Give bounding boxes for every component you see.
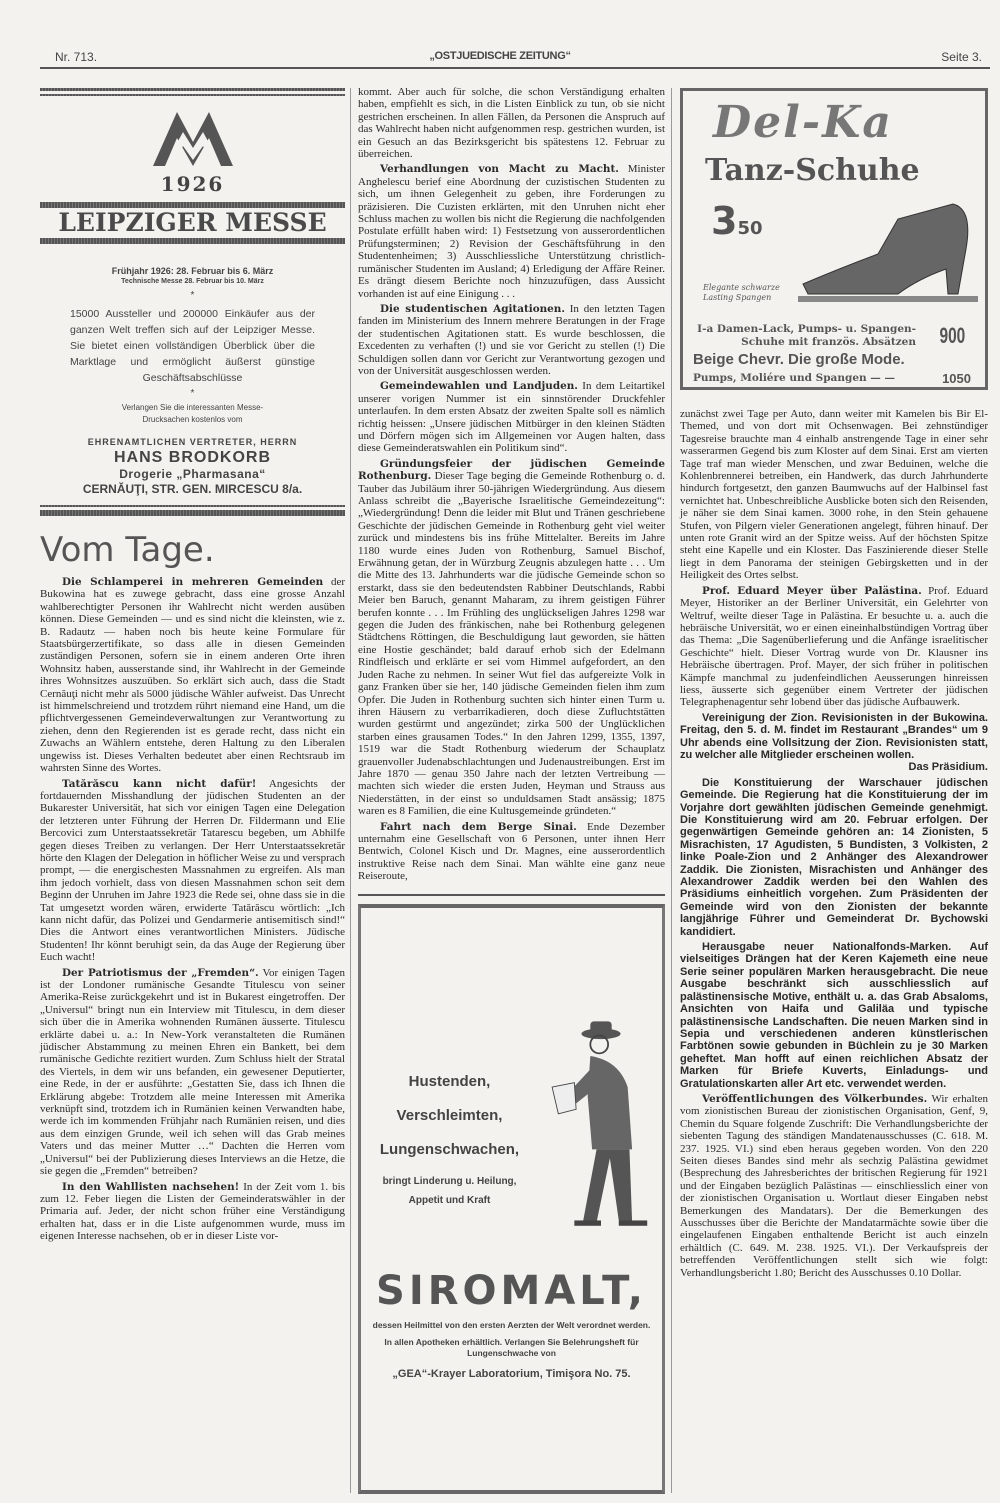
messe-dates: Frühjahr 1926: 28. Februar bis 6. März <box>111 266 274 276</box>
article-text: In der Zeit vom 1. bis zum 12. Feber liegen die Listen der Gemeinderatswähler in der Primaria auf. Jeder, der nicht schon früher eine Verständigung erhalten hat, dass er in die Liste aufgenommen wurde, muss im eigenen Interesse nachsehen, ob er in dieser Liste vor- <box>40 1180 345 1243</box>
article-signature: Das Präsidium. <box>908 761 988 774</box>
separator-star: * <box>190 290 195 301</box>
messe-title: LEIPZIGER MESSE <box>58 208 327 237</box>
messe-representative: EHRENAMTLICHEN VERTRETER, HERRN <box>87 437 298 447</box>
ad-line: In allen Apotheken erhältlich. Verlangen Sie Belehrungsheft für Lungenschwache von <box>384 1337 639 1359</box>
right-column-wrap <box>680 88 988 1282</box>
article-continuation <box>358 86 665 160</box>
price-pumps: 900 <box>939 323 966 348</box>
article <box>680 1093 988 1279</box>
ad-line: Appetit und Kraft <box>408 1195 491 1207</box>
article-text: Prof. Eduard Meyer, Historiker an der Berliner Universität, ein Gelehrter von Weltruf, weilte dieser Tage in Palästina. Er besuchte u. a. auch die hebräische Universität, wo er einen eineinhalbstündigen Vortrag über das Thema: „Die Sagenüberlieferung und die Anfänge israelitischer Geschichte“ hielt. Dieser Vortrag wurde von Dr. Klausner ins Hebräische übertragen. Prof. Mayer, der sich früher in politischen Kämpfe manchmal zu judenfeindlichen Aeusserungen hinreissen liess, äusserte sich gegenüber einem Vertreter der jüdischen Telegraphenagentur sehr lobend über das jüdische Aufbauwerk. <box>680 584 988 709</box>
article-heading: Veröffentlichungen des Völkerbundes. <box>702 1092 928 1105</box>
left-column-wrap <box>40 88 345 1246</box>
messe-address: CERNĂUŢI, STR. GEN. MIRCESCU 8/a. <box>82 482 303 496</box>
article <box>358 821 665 883</box>
del-ka-product: Tanz-Schuhe <box>705 153 920 188</box>
middle-column-wrap <box>358 86 665 1494</box>
del-ka-brand: Del-Ka <box>713 97 893 148</box>
article-text: Vor einigen Tagen ist der Londoner rumänische Gesandte Titulescu von seiner Amerika-Reise zurückgekehrt und ist in Bukarest eingetroffen. Der „Universul“ bringt nun ein Interview mit Titulescu, in dem dieser sich über die in Amerika wohnenden Rumänen äusserte. Titulescu erklärte dabei u. a.: In New-York veranstalteten die Rumänen jüdischer Abstammung zu meinen Ehren ein Bankett, bei dem rumänische Gedichte rezitiert wurden. Zum Schluss hielt der Stratal des Viertels, in dem wir uns befanden, ein gewesener Deputierter, eine Rede, in der er ausführte: „Gestatten Sie, dass ich Ihnen die Erklärung abgebe: Trotzdem alle meine Interessen mit Amerika verknüpft sind, trotzdem ich in Rumänien keinen Verwandten habe, werde ich im kommenden Frühjahr nach Rumänien reisen, und dies aus dem einzigen Grunde, weil ich sehen will das Grab meines Vaters und das meiner Mutter …“ Dachten die Herren vom „Universul“ bei der Publizierung dieses Interviews an die Hetze, die sie gegen die „Fremden“ betreiben? <box>40 966 345 1178</box>
del-ka-shoe-ad <box>680 88 988 390</box>
article-text: Die Regierung hat die Konstituierung der im Vorjahre dort gewählten jüdischen Gemeinde genehmigt. Die Konstituierung wird am 20. Februar erfolgen. Der gegenwärtigen Gemeinde gehören an: 14 Zionisten, 5 Misrachisten, 17 Agudisten, 5 Bundisten, 3 Volkisten, 2 linke Poale-Zion und 2 Anhänger des Alexandrower Zaddik. Die Zionisten, Misrachisten und Anhänger des Alexandrower Zaddik werden bei den Wahlen des Präsidiums einheitlich vorgehen. Zum Präsidenten der Gemeinde wird von den Zionisten der bekannte langjährige Führer und Gemeinderat Dr. Bychowski kandidiert. <box>680 789 988 938</box>
price-sub: 50 <box>737 218 763 239</box>
article-text: In dem Leitartikel unserer vorigen Nummer ist ein sinnstörender Druckfehler unterlaufen. In dem ersten Absatz der zweiten Spalte soll es nämlich richtig heissen: „Unsere jüdischen Mitbürger in den kleinen Städten und Dörfern mögen sich im Allgemeinen vor Augen halten, dass diese Gemeinderatswahlen ein Politikum sind“. <box>358 380 665 455</box>
middle-column <box>358 86 665 886</box>
shoe-caption: Elegante schwarze Lasting Spangen <box>703 283 780 302</box>
article-text: Dieser Tage beging die Gemeinde Rothenburg o. d. Tauber das Jubiläum ihrer 50-jährigen Wiedergründung. Aus diesem Anlass schreibt die „Bayerische Israelitische Gemeindezeitung“: „Wiedergründung! Denn die leider mit Blut und Tränen geschriebene Geschichte der jüdischen Gemeinde in Rothenburg geht viel weiter zurück und mindestens bis ins frühe Mittelalter. Bereits im Jahre 1180 wurde eines Juden von Rothenburg, Samuel Bischof, Erwähnung getan, der in Würzburg Zeugnis abzulegen hatte . . . Um die Mitte des 13. Jahrhunderts war die jüdische Gemeinde schon so erstarkt, dass sie den bedeutendsten Rabbiner Deutschlands, Rabbi Meier ben Baruch, genannt Maharam, zu ihrem geistigen Führer berufen konnte . . . Im Frühling des unglückseligen Jahres 1298 war gegen die Juden des fränkischen, nahe bei Rothenburg gelegenen Städtchens Röttingen, die Beschuldigung laut geworden, sie hätten eine Hostie geschändet; bald darauf erhob sich der Edelmann Rindfleisch und erklärte er sei vom Himmel aufgefordert, an den Juden Rache zu nehmen. In seiner Wut fiel das aufgereizte Volk in ganz Franken über sie her, 140 jüdische Gemeinden fielen ihm zum Opfer. Die Juden in Rothenburg suchten sich hinter einen Turm u. ihren Häusern zu verbarrikadieren, doch diese Zufluchtstätten wurden gestürmt und angezündet; zirka 500 der Unglücklichen starben eines grausamen Todes.“ In den Jahren 1299, 1355, 1397, 1519 war die Stadt Rothenburg wiederum der Schauplatz grauenvoller Judenabschlachtungen und Judenaustreibungen. Erst im Jahre 1870 — genau 350 Jahre nach der letzten Vertreibung — machten sich wieder die ersten Juden, Heyman und Strauss aus Niederstätten, in der einst so unduldsamen Stadt ansässig; 1875 waren es 8 Familien, die eine Kultusgemeinde gründeten.“ <box>358 470 665 818</box>
column-rule <box>671 88 672 1493</box>
article <box>680 712 988 774</box>
article <box>358 303 665 377</box>
right-column <box>680 408 988 1282</box>
article-heading: Vereinigung der Zion. Revisionisten in der Bukowina. <box>702 711 988 724</box>
siromalt-brand: SIROMALT, <box>376 1268 647 1315</box>
messe-request: Verlangen Sie die interessanten Messe-Drucksachen kostenlos vom <box>121 403 264 424</box>
article-heading: Tatărăscu kann nicht dafür! <box>62 777 257 790</box>
article-text: Freitag, den 5. d. M. findet im Restaurant „Brandes“ um 9 Uhr abends eine Vollsitzung der Zion. Revisionisten statt, zu welcher alle Mitglieder erscheinen wollen. <box>680 724 988 761</box>
issue-number: Nr. 713. <box>55 50 98 64</box>
coughing-man-illustration-icon <box>546 1016 656 1256</box>
leipziger-messe-ad <box>40 88 345 516</box>
messe-mm-logo-icon <box>153 108 233 168</box>
article-text: kommt. Aber auch für solche, die schon Verständigung erhalten haben, empfiehlt es sich, in die Listen Einblick zu tun, ob sie nicht gestrichen erscheinen. In allen Fällen, da Personen die Anspruch auf das Wahlrecht haben nicht aufgenommen resp. gestrichen wurden, ist ein Gesuch an das Bezirksgericht bis spätestens 12. Februar zu überreichen. <box>358 86 665 161</box>
ad-line: Lungenschwachen, <box>379 1141 520 1159</box>
article-text: zunächst zwei Tage per Auto, dann weiter mit Kamelen bis Bir El-Themed, und von dort mit Ochsenwagen. Bei zehnstündiger Tagesreise brauchte man 4 einhalb anstrengende Tage in einer sehr wasserarmen Gegend bis zum Kloster auf dem Sinai. Erst am vierten Tage traf man wieder Menschen, und zwar Beduinen, welche die Kohlenbrennerei betreiben, ein Handwerk, das durch Jahrhunderte hindurch fortgesetzt, den ganzen Baumwuchs auf der Halbinsel fast vernichtet hat. Unbeschreibliche Ausblicke boten sich den Reisenden, je näher sie dem Sinai kamen. 3000 rohe, in den Stein gehauene Stufen, von Pilgern vieler Generationen angelegt, führen hinauf. Der unten rote Granit wird an der Spitze weiss. Auf der höchsten Spitze steht eine Kapelle und ein Kloster. Das Faszinierende dieser Stelle liegt in dem Panorama der steinigen Gebirgsketten und in der Heiligkeit des Ortes selbst. <box>680 408 988 582</box>
ad-line: I-a Damen-Lack, Pumps- u. Spangen-Schuhe mit französ. Absätzen <box>697 323 916 348</box>
ad-separator-rule <box>358 894 665 896</box>
ad-line: dessen Heilmittel von den ersten Aerzten der Welt verordnet werden. <box>372 1320 651 1331</box>
article-heading: Die Konstituierung der Warschauer jüdischen Gemeinde. <box>680 776 988 802</box>
article-heading: Verhandlungen von Macht zu Macht. <box>380 163 619 176</box>
article-heading: Fahrt nach dem Berge Sinai. <box>380 820 577 833</box>
price-main: 3 <box>711 199 738 243</box>
article <box>358 380 665 454</box>
messe-year: 1926 <box>160 172 225 196</box>
messe-rep-name: HANS BRODKORB <box>114 449 271 466</box>
messe-technical-dates: Technische Messe 28. Februar bis 10. März <box>121 278 264 285</box>
newspaper-title: „OSTJUEDISCHE ZEITUNG“ <box>429 50 571 62</box>
column-rule <box>350 88 351 1493</box>
article-text: Ende Dezember unternahm eine Gesellschaft von 6 Personen, unter ihnen Herr Bentwich, Colonel Kisch und Dr. Magnes, eine ausserordentlich instruktive Reise nach dem Sinai. Man wählte eine ganz neue Reiseroute, <box>358 820 665 883</box>
article-text: Angesichts der fortdauernden Misshandlung der jüdischen Studenten an der Bukarester Universität, hat sich vor einigen Tagen eine Delegation der letzteren unter Führung der Herren Dr. Fildermann und Elie Bercovici zum Unterstaatssekretär Tatarescu begeben, um Abhilfe gegen dieses Treiben zu verlangen. Der Herr Unterstaatssekretär hörte den Klagen der Delegation in höflicher Weise zu und versprach prompt, — die energischesten Massnahmen zu ergreifen. Als man ihm jedoch vorhielt, dass von diesen Massnahmen schon seit dem Beginn der Unruhen im Jahre 1923 die Rede sei, ohne dass sie in die Tat umgesetzt worden wären, erwiderte Tatărăscu wörtlich: „Ich kann nicht dafür, das Polizei und Gendarmerie antisemitisch sind!“ Dies die Antwort eines verantwortlichen Ministers. Jüdische Studenten! Ihr könnt beruhigt sein, da das Auge der Regierung über Euch wacht! <box>40 777 346 964</box>
article-heading: Die Schlamperei in mehreren Gemeinden <box>62 576 324 588</box>
ad-line: Pumps, Moliére und Spangen — — <box>693 372 895 384</box>
article-text: Minister Anghelescu berief eine Abordnung der cuzistischen Studenten zu sich, um ihnen Gelegenheit zu geben, ihre Forderungen zu präzisieren. Die Cuzisten erklärten, mit den Unruhen nicht eher Schluss machen zu wollen bis nicht die Regierung die nachfolgenden Postulate erfüllt haben wird: 1) Festsetzung von ausserordentlichen Prüfungsterminen; 2) Revision der Geschäftsführung in den Studentenheimen; 3) Ausschliessliche Unterstützung christlich-rumänischer Studenten im Ausland; 4) Erledigung der Affäre Reiner. Es drängt diesem Berichte noch hinzuzufügen, dass Aussicht vorhanden ist auf eine Einigung . . . <box>358 163 666 300</box>
article-heading: Gemeindewahlen und Landjuden. <box>380 380 578 393</box>
article-text: In den letzten Tagen fanden im Ministerium des Innern mehrere Beratungen in der Frage der studentischen Agitationen statt. Es wurde beschlossen, die Excedenten zu verhaften (!) und sie vor Gericht zu stellen (!) Die Schuldigen sollen dann vor Gericht zur Verantwortung gezogen und von der Universität ausgeschlossen werden. <box>358 302 665 377</box>
article-text: der Bukowina hat es zuwege gebracht, dass eine grosse Anzahl wahlberechtigter Personen ihr Wahlrecht nicht werden ausüben können. Diese Gemeinden — und es sind nicht die kleinsten, wie z. B. Radautz — haben noch bis heute keine Formulare für Staatsbürgerzertifikate, so dass alle in diesen Gemeinden zuständigen Personen, sofern sie in einem anderen Orte ihren Wohnsitz haben, ausserstande sind, ihr Wahlrecht in der Gemeinde ihres Wohnsitzes auszuüben. So erklärt sich auch, dass die Stadt Cernăuţi nicht mehr als 5000 jüdische Wähler aufweist. Das Unrecht ist himmelschreiend und trotzdem rührt niemand eine Hand, um die pflichtvergessenen Gemeindeverwaltungen zur Verantwortung zu ziehen, denn den Regierenden ist es gerade recht, dass nicht ein Zuwachs an Wählern entstehe, deren Haltung zu den Liberalen ungewiss ist. Dieses Verhalten bedeutet aber einen Rechtsraub im wahrsten Sinne des Wortes. <box>40 576 346 775</box>
article-heading: Prof. Eduard Meyer über Palästina. <box>702 584 922 597</box>
article <box>358 458 665 818</box>
messe-shop: Drogerie „Pharmasana“ <box>119 467 266 481</box>
price-beige: 1050 <box>942 371 971 386</box>
ad-line: Beige Chevr. Die große Mode. <box>693 351 905 368</box>
messe-body: 15000 Aussteller und 200000 Einkäufer aus der ganzen Welt treffen sich auf der Leipziger Messe. Sie bietet einen vollständigen Überblick über die Marktlage und ermöglicht äußerst günstige Geschäftsabschlüsse <box>70 308 315 384</box>
article-heading: Die studentischen Agitationen. <box>380 302 565 315</box>
siromalt-ad <box>358 904 665 1494</box>
article <box>40 576 345 775</box>
article <box>680 585 988 709</box>
separator-star: * <box>190 388 195 399</box>
shoe-illustration-icon <box>798 199 978 309</box>
section-title: Vom Tage. <box>40 530 215 570</box>
ad-line: „GEA“-Krayer Laboratorium, Timişora No. 75. <box>392 1368 631 1381</box>
header-rule <box>40 67 990 69</box>
article-heading: Der Patriotismus der „Fremden“. <box>62 966 259 979</box>
article-text: Wir erhalten vom zionistischen Bureau der zionistischen Organisation, Genf, 9, Chemin du Square folgende Zuschrift: Die Verhandlungsberichte der siebenten Tagung des ständigen Mandatenausschusses (C. 618. M. 237. 1925. VI.) sind eben heraus gegeben worden. Von den 220 Seiten dieses Bandes sind mehr als sechzig Palästina gewidmet (Besprechung des Jahresberichtes der britischen Regierung für 1921 und der Eingaben bezüglich Palästinas — einschliesslich einer von der zionistischen Organisation u. Wortlaut dieser Eingaben nebst Bemerkungen des Mandatars). Der die Bemerkungen des Ausschusses über die Berichte der Mandatarmächte sowie über die eingelaufenen Eingaben enthaltende Bericht ist auch einzeln erhältlich (C. 649. M. 238. 1925. VI.). Der Verkaufspreis der betreffenden Veröffentlichungen stellt sich wie folgt: Verhandlungsbericht 1.80; Bericht des Ausschusses 0.10 Dollar. <box>680 1092 988 1279</box>
page-number: Seite 3. <box>941 50 982 64</box>
article <box>40 778 345 964</box>
article-heading: Gründungsfeier der jüdischen Gemeinde Rothenburg. <box>358 457 665 483</box>
article <box>680 941 988 1090</box>
article-heading: In den Wahllisten nachsehen! <box>62 1180 240 1193</box>
article-continuation <box>680 408 988 582</box>
ad-line: Verschleimten, <box>396 1107 503 1125</box>
article <box>40 1181 345 1243</box>
article <box>680 777 988 938</box>
article-heading: Herausgabe neuer Nationalfonds-Marken. <box>702 941 952 954</box>
left-column <box>40 576 345 1246</box>
ad-line: Hustenden, <box>408 1073 491 1091</box>
article <box>40 967 345 1178</box>
ad-line: bringt Linderung u. Heilung, <box>382 1176 517 1188</box>
article-text: Auf vielseitiges Drängen hat der Keren Kajemeth eine neue Serie seiner populären Marken herausgebracht. Die neue Ausgabe beschränkt sich ausschliesslich auf palästinensische Motive, enthält u. a. das Grab Absaloms, Ansichten von Haifa und Galiläa und typische palästinensische Landschaften. Die neuen Marken sind in Sepia und verschiedenen anderen künstlerischen Farbtönen sowie gebunden in Büchlein zu je 30 Marken geheftet. Man hofft auf einen reichlichen Absatz der Marken für Briefe Kuverts, Einladungs- und Gratulationskarten aller Art etc. verwendet werden. <box>680 941 988 1090</box>
article <box>358 163 665 299</box>
